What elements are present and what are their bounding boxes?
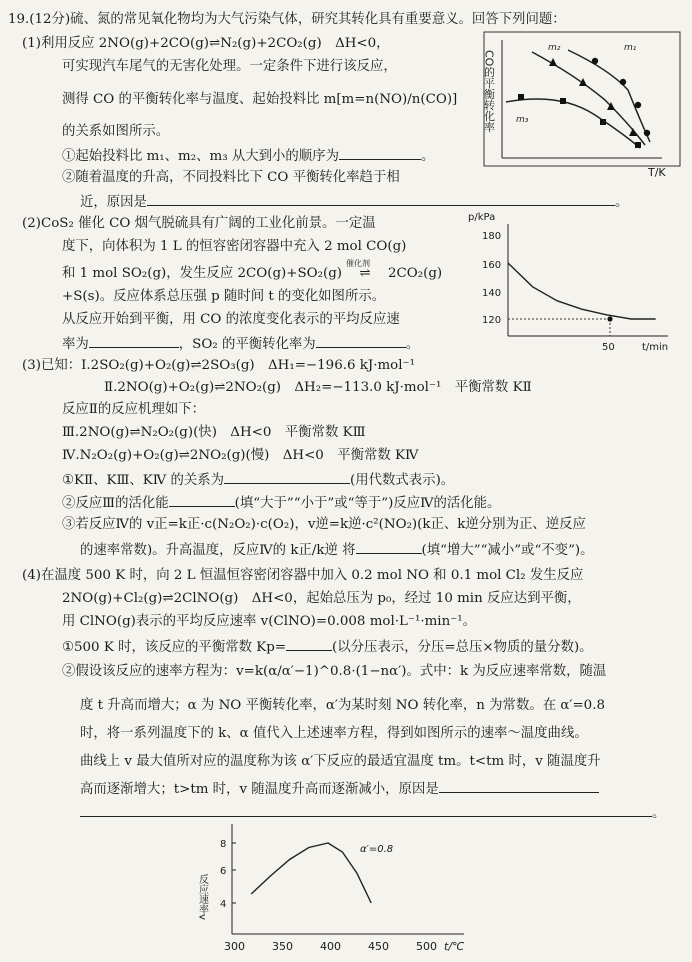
p4-q2-line5-text: 高而逐渐增大；t>tm 时，v 随温度升高而逐渐减小，原因是 [80, 782, 439, 797]
fig1-point-m3-c [600, 119, 606, 125]
p3-line5: Ⅳ.N₂O₂(g)+O₂(g)⇌2NO₂(g)(慢) ΔH<0 平衡常数 KⅣ [62, 448, 419, 463]
figure-pressure-time [462, 208, 690, 356]
p1-line3: 测得 CO 的平衡转化率与温度、起始投料比 m[m=n(NO)/n(CO)] [62, 92, 458, 107]
p2-line3 [62, 259, 443, 282]
fig1-point-m3-a [518, 94, 524, 100]
fig1-xlabel: T/K [648, 166, 666, 179]
fig1-curve-m1 [568, 50, 650, 142]
p2-line6 [62, 335, 419, 353]
fig1-ylabel: CO的平衡转化率 [482, 50, 496, 133]
fig1-curve-m2 [532, 52, 645, 145]
fig2-ytick-160: 160 [482, 260, 502, 271]
fig2-equilibrium-point [607, 316, 612, 321]
p2-line1: (2)CoS₂ 催化 CO 烟气脱硫具有广阔的工业化前景。一定温 [22, 216, 376, 231]
p3-q2 [62, 494, 500, 512]
p2-line2: 度下，向体积为 1 L 的恒容密闭容器中充入 2 mol CO(g) [62, 239, 407, 254]
p4-q1-blank[interactable] [286, 638, 332, 651]
p3-q2-suffix: (填“大于”“小于”或“等于”)反应Ⅳ的活化能。 [234, 496, 501, 511]
p2-equilibrium-arrow: 催化剂 ⇌ [342, 266, 388, 282]
figure-co-conversion [480, 30, 686, 180]
fig1-point-m3-d [635, 142, 641, 148]
fig3-ytick-4: 4 [220, 899, 227, 910]
p3-line3: 反应Ⅱ的反应机理如下： [62, 402, 206, 417]
p3-q2-text: ②反应Ⅲ的活化能 [62, 496, 169, 511]
p3-q1-blank[interactable] [224, 471, 350, 484]
p2-conversion-blank[interactable] [316, 335, 406, 348]
fig2-xlabel: t/min [642, 342, 669, 353]
p1-line4: 的关系如图所示。 [62, 124, 170, 139]
p3-line4: Ⅲ.2NO(g)⇌N₂O₂(g)(快) ΔH<0 平衡常数 KⅢ [62, 425, 366, 440]
question-header: 19.(12分)硫、氮的常见氧化物均为大气污染气体，研究其转化具有重要意义。回答下列问题： [8, 12, 566, 27]
p4-line3: 用 ClNO(g)表示的平均反应速率 v(ClNO)=0.008 mol·L⁻¹·min⁻¹。 [62, 614, 477, 629]
p4-q2-line6: 。 [80, 804, 665, 822]
p1-line2: 可实现汽车尾气的无害化处理。一定条件下进行该反应， [62, 59, 397, 74]
p2-line4: +S(s)。反应体系总压强 p 随时间 t 的变化如图所示。 [62, 289, 386, 304]
fig1-label-m3: m₃ [516, 115, 529, 125]
figure-rate-temperature [196, 812, 496, 958]
fig3-annotation: α′=0.8 [360, 844, 394, 855]
p2-line6-b: ，SO₂ 的平衡转化率为 [178, 337, 316, 352]
p3-q3-cont [80, 541, 594, 559]
p4-line1: (4)在温度 500 K 时，向 2 L 恒温恒容密闭容器中加入 0.2 mol NO 和 0.1 mol Cl₂ 发生反应 [22, 568, 584, 583]
fig1-point-m1-c [635, 102, 641, 108]
fig3-ytick-8: 8 [220, 839, 227, 850]
fig1-point-m3-b [560, 98, 566, 104]
fig2-ytick-140: 140 [482, 288, 502, 299]
p1-q2: ②随着温度的升高，不同投料比下 CO 平衡转化率趋于相 [62, 170, 400, 185]
p4-q1-suffix: (以分压表示，分压=总压×物质的量分数)。 [332, 640, 593, 655]
fig1-frame [484, 32, 680, 166]
fig3-xtick-500: 500 [416, 940, 437, 953]
figure-pressure-time-svg [462, 208, 690, 356]
fig3-xtick-450: 450 [368, 940, 389, 953]
p3-q1-text: ①KⅡ、KⅢ、KⅣ 的关系为 [62, 473, 225, 488]
fig1-point-m1-a [592, 58, 598, 64]
fig2-xtick-50: 50 [602, 342, 615, 353]
fig2-ytick-120: 120 [482, 315, 502, 326]
p1-q1-text: ①起始投料比 m₁、m₂、m₃ 从大到小的顺序为 [62, 149, 339, 164]
p3-q3-cont-text: 的速率常数)。升高温度，反应Ⅳ的 k正/k逆 将 [80, 543, 356, 558]
p4-q1-text: ①500 K 时，该反应的平衡常数 Kp= [62, 640, 287, 655]
p1-q2-cont-text: 近，原因是 [80, 195, 147, 210]
fig3-ytick-6: 6 [220, 866, 227, 877]
p2-line3-a: 和 1 mol SO₂(g)，发生反应 2CO(g)+SO₂(g) [62, 266, 342, 281]
p4-line2: 2NO(g)+Cl₂(g)⇌2ClNO(g) ΔH<0，起始总压为 p₀，经过 10 min 反应达到平衡， [62, 591, 581, 606]
p2-line5: 从反应开始到平衡，用 CO 的浓度变化表示的平均反应速 [62, 312, 400, 327]
p4-q2-line4: 曲线上 v 最大值所对应的温度称为该 α′下反应的最适宜温度 tm。t<tm 时，v 随温度升 [80, 754, 601, 769]
fig1-point-m1-d [644, 130, 650, 136]
p1-q1: ①起始投料比 m₁、m₂、m₃ 从大到小的顺序为 。 [62, 149, 435, 164]
fig2-ytick-180: 180 [482, 231, 502, 242]
p1-q2-blank[interactable] [147, 193, 615, 206]
fig3-xtick-350: 350 [272, 940, 293, 953]
fig1-label-m1: m₁ [624, 43, 637, 53]
p2-line6-c: 。 [405, 337, 420, 352]
fig1-label-m2: m₂ [548, 43, 561, 53]
fig2-ylabel: p/kPa [468, 212, 496, 223]
p1-q1-blank[interactable] [339, 147, 421, 160]
fig3-xtick-300: 300 [224, 940, 245, 953]
p3-q1 [62, 471, 454, 489]
p4-q2-line5 [80, 780, 599, 798]
p1-line1: (1)利用反应 2NO(g)+2CO(g)⇌N₂(g)+2CO₂(g) ΔH<0， [22, 36, 390, 51]
p2-line3-b: 2CO₂(g) [388, 266, 443, 281]
p3-line1: (3)已知：Ⅰ.2SO₂(g)+O₂(g)⇌2SO₃(g) ΔH₁=−196.6 kJ·mol⁻¹ [22, 358, 415, 373]
p4-q2-line2: 度 t 升高而增大；α 为 NO 平衡转化率，α′为某时刻 NO 转化率，n 为常数。在 α′=0.8 [80, 698, 605, 713]
p4-q2-line1: ②假设该反应的速率方程为：v=k(α/α′−1)^0.8·(1−nα′)。式中：k 为反应速率常数，随温 [62, 664, 607, 679]
figure-rate-temperature-svg [196, 812, 496, 958]
fig3-curve [251, 843, 371, 903]
p2-line6-a: 率为 [62, 337, 89, 352]
p4-q1 [62, 638, 593, 656]
p3-q1-suffix: (用代数式表示)。 [350, 473, 455, 488]
fig1-point-m1-b [620, 79, 626, 85]
p3-q2-blank[interactable] [169, 494, 235, 507]
p2-catalyst-label: 催化剂 [346, 259, 370, 268]
p3-q3: ③若反应Ⅳ的 v正=k正·c(N₂O₂)·c(O₂)，v逆=k逆·c²(NO₂)(k正、k逆分别为正、逆反应 [62, 517, 586, 532]
fig3-xlabel: t/℃ [444, 940, 465, 953]
fig3-xtick-400: 400 [320, 940, 341, 953]
p3-line2: Ⅱ.2NO(g)+O₂(g)⇌2NO₂(g) ΔH₂=−113.0 kJ·mol⁻¹ 平衡常数 KⅡ [104, 380, 532, 395]
figure-co-conversion-svg [480, 30, 686, 180]
p3-q3-suffix: (填“增大”“减小”或“不变”)。 [421, 543, 594, 558]
p3-q3-blank[interactable] [356, 541, 422, 554]
p4-q2-blank-a[interactable] [439, 780, 599, 793]
fig3-ylabel: 反应速率v [196, 874, 208, 920]
fig1-point-m2-d [629, 128, 637, 136]
p4-q2-line3: 时，将一系列温度下的 k、α 值代入上述速率方程，得到如图所示的速率～温度曲线。 [80, 726, 588, 741]
p2-rate-blank[interactable] [89, 335, 179, 348]
fig2-curve [508, 263, 656, 319]
p1-q2-cont: 近，原因是 。 [80, 195, 629, 210]
